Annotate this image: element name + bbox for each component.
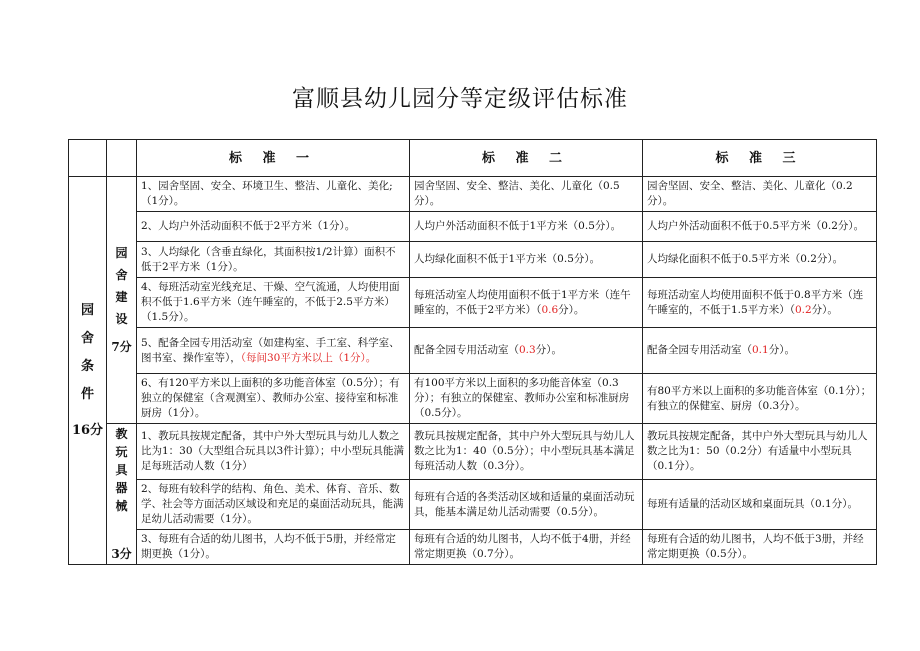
cell-s2: 每班有合适的幼儿图书，人均不低于4册，并经常定期更换（0.7分）。 xyxy=(410,530,643,565)
table-row xyxy=(69,530,877,565)
cell-s1: 5、配备全园专用活动室（如建构室、手工室、科学室、图书室、操作室等），（每间30平方米以上（1分）。 xyxy=(137,328,410,374)
cell-s3: 教玩具按规定配备，其中户外大型玩具与幼儿人数之比为1：50（0.2分）有适量中小型玩具（0.1分）。 xyxy=(643,424,877,480)
header-standard-3: 标 准 三 xyxy=(643,140,877,177)
cell-s1: 3、每班有合适的幼儿图书，人均不低于5册，并经常定期更换（1分）。 xyxy=(137,530,410,565)
table-row xyxy=(69,278,877,328)
category-cell: 园 舍 条 件 16分 xyxy=(69,177,107,565)
cell-s1: 4、每班活动室光线充足、干燥、空气流通，人均使用面积不低于1.6平方米（连午睡室的，不低于2.5平方米）（1.5分）。 xyxy=(137,278,410,328)
cell-s2: 有100平方米以上面积的多功能音体室（0.3分）；有独立的保健室、教师办公室和标准厨房（0.5分）。 xyxy=(410,374,643,424)
cell-s3: 人均绿化面积不低于0.5平方米（0.2分）。 xyxy=(643,242,877,278)
cell-s3: 每班有合适的幼儿图书，人均不低于3册，并经常定期更换（0.5分）。 xyxy=(643,530,877,565)
cell-s3: 每班有适量的活动区域和桌面玩具（0.1分）。 xyxy=(643,480,877,530)
cell-s1: 6、有120平方米以上面积的多功能音体室（0.5分）；有独立的保健室（含观测室）、教师办公室、接待室和标准厨房（1分）。 xyxy=(137,374,410,424)
table-row xyxy=(69,242,877,278)
cell-s2: 每班活动室人均使用面积不低于1平方米（连午睡室的，不低于2平方米）（0.6分）。 xyxy=(410,278,643,328)
cell-s2: 教玩具按规定配备，其中户外大型玩具与幼儿人数之比为1：40（0.5分）；中小型玩具基本满足每班活动人数（0.3分）。 xyxy=(410,424,643,480)
header-blank-1 xyxy=(69,140,107,177)
cell-s3: 园舍坚固、安全、整洁、美化、儿童化（0.2分）。 xyxy=(643,177,877,212)
table-row xyxy=(69,328,877,374)
header-row xyxy=(69,140,877,177)
table-row xyxy=(69,374,877,424)
table-row xyxy=(69,480,877,530)
cell-s2: 人均绿化面积不低于1平方米（0.5分）。 xyxy=(410,242,643,278)
section-name-cell: 园 舍 建 设 7分 xyxy=(107,177,137,424)
table-row xyxy=(69,212,877,242)
cell-s1: 2、每班有较科学的结构、角色、美术、体育、音乐、数学、社会等方面活动区域设和充足的桌面活动玩具，能满足幼儿活动需要（1分）。 xyxy=(137,480,410,530)
page-title: 富顺县幼儿园分等定级评估标准 xyxy=(292,86,628,112)
cell-s2: 人均户外活动面积不低于1平方米（0.5分）。 xyxy=(410,212,643,242)
cell-s1: 1、园舍坚固、安全、环境卫生、整洁、儿童化、美化;（1分）。 xyxy=(137,177,410,212)
cell-s2: 配备全园专用活动室（0.3分）。 xyxy=(410,328,643,374)
header-standard-2: 标 准 二 xyxy=(410,140,643,177)
table-row xyxy=(69,177,877,212)
standards-table xyxy=(68,139,877,565)
cell-s1: 3、人均绿化（含垂直绿化，其面积按1/2计算）面积不低于2平方米（1分）。 xyxy=(137,242,410,278)
header-standard-1: 标 准 一 xyxy=(137,140,410,177)
cell-s3: 配备全园专用活动室（0.1分）。 xyxy=(643,328,877,374)
cell-s3: 每班活动室人均使用面积不低于0.8平方米（连午睡室的，不低于1.5平方米）（0.2分）。 xyxy=(643,278,877,328)
section-name-cell: 教 玩 具 器 械 3分 xyxy=(107,424,137,565)
header-blank-2 xyxy=(107,140,137,177)
cell-s2: 园舍坚固、安全、整洁、美化、儿童化（0.5分）。 xyxy=(410,177,643,212)
cell-s3: 有80平方米以上面积的多功能音体室（0.1分）；有独立的保健室、厨房（0.3分）。 xyxy=(643,374,877,424)
cell-s3: 人均户外活动面积不低于0.5平方米（0.2分）。 xyxy=(643,212,877,242)
cell-s1: 1、教玩具按规定配备，其中户外大型玩具与幼儿人数之比为1：30（大型组合玩具以3件计算）；中小型玩具能满足每班活动人数（1分） xyxy=(137,424,410,480)
table-row xyxy=(69,424,877,480)
cell-s1: 2、人均户外活动面积不低于2平方米（1分）。 xyxy=(137,212,410,242)
cell-s2: 每班有合适的各类活动区域和适量的桌面活动玩具，能基本满足幼儿活动需要（0.5分）。 xyxy=(410,480,643,530)
